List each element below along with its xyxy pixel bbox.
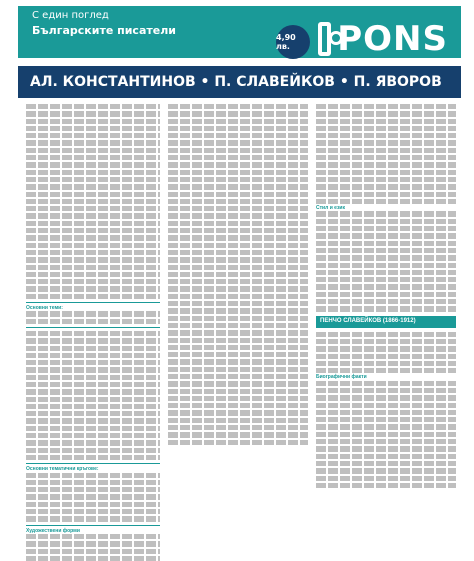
poster-sheet: [18, 6, 461, 534]
section-divider: [26, 463, 160, 464]
author-section-bar: ПЕНЧО СЛАВЕЙКОВ (1866-1912): [316, 316, 456, 328]
page-title: Българските писатели: [32, 24, 176, 37]
section-divider: [26, 327, 160, 328]
section-heading: Стил и език: [316, 205, 346, 212]
section-heading: Художествени форми: [26, 527, 80, 534]
section-divider: [26, 525, 160, 526]
column-2: [168, 104, 308, 474]
pons-logo-icon: [318, 22, 331, 56]
price-badge: 4,90 лв.: [276, 25, 310, 59]
section-heading: Биографични факти: [316, 374, 367, 381]
column-3: [316, 104, 456, 474]
section-divider: [26, 302, 160, 303]
subtitle: С един поглед: [32, 10, 109, 21]
authors-band: АЛ. КОНСТАНТИНОВ • П. СЛАВЕЙКОВ • П. ЯВОРОВ: [18, 66, 461, 98]
section-heading: Основни тематични кръгове:: [26, 466, 99, 473]
top-banner: [18, 6, 461, 58]
brand-name: PONS: [337, 19, 448, 59]
section-heading: Основни теми:: [26, 305, 63, 312]
content-body: [26, 104, 456, 534]
brand-logo: [318, 19, 448, 59]
column-1: [26, 104, 160, 534]
